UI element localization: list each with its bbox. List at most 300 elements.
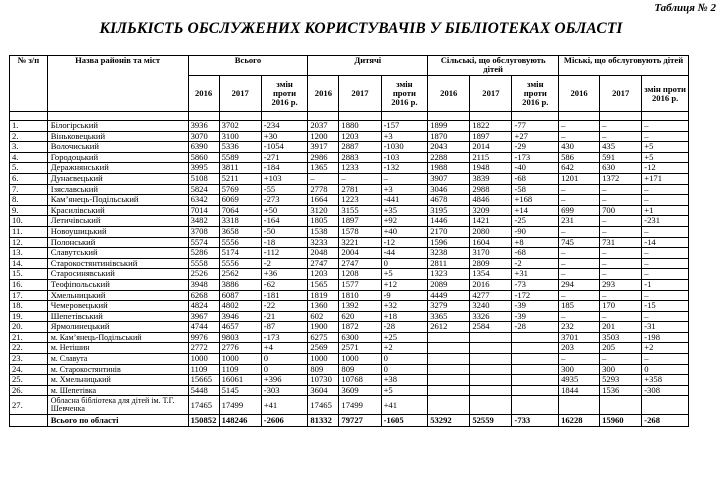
- value-cell: 231: [559, 216, 600, 227]
- value-cell: 1577: [339, 279, 381, 290]
- total-value-cell: 15960: [600, 415, 642, 427]
- value-cell: [428, 364, 470, 375]
- value-cell: 201: [600, 322, 642, 333]
- value-cell: -18: [261, 237, 308, 248]
- value-cell: 3886: [219, 279, 261, 290]
- value-cell: [428, 385, 470, 396]
- value-cell: -55: [261, 184, 308, 195]
- value-cell: +41: [381, 396, 428, 415]
- value-cell: -198: [642, 332, 689, 343]
- value-cell: 9976: [188, 332, 219, 343]
- total-value-cell: -1605: [381, 415, 428, 427]
- value-cell: 3482: [188, 216, 219, 227]
- district-name: Городоцький: [47, 152, 188, 163]
- value-cell: 1372: [600, 173, 642, 184]
- value-cell: 1203: [339, 131, 381, 142]
- value-cell: 586: [559, 152, 600, 163]
- row-number: 1.: [10, 121, 48, 132]
- value-cell: -68: [512, 248, 559, 259]
- value-cell: +50: [261, 205, 308, 216]
- header-change: змін проти 2016 р.: [261, 76, 308, 112]
- value-cell: –: [559, 311, 600, 322]
- row-number: 6.: [10, 173, 48, 184]
- total-num-cell: [10, 415, 48, 427]
- value-cell: 731: [600, 237, 642, 248]
- value-cell: 5589: [219, 152, 261, 163]
- value-cell: -1030: [381, 142, 428, 153]
- value-cell: +358: [642, 375, 689, 386]
- value-cell: 1805: [308, 216, 339, 227]
- value-cell: -90: [512, 226, 559, 237]
- value-cell: 3100: [219, 131, 261, 142]
- value-cell: 2811: [428, 258, 470, 269]
- value-cell: 1897: [470, 131, 512, 142]
- value-cell: +5: [642, 152, 689, 163]
- value-cell: 2526: [188, 269, 219, 280]
- value-cell: [428, 375, 470, 386]
- row-number: 20.: [10, 322, 48, 333]
- value-cell: –: [600, 269, 642, 280]
- value-cell: 5556: [219, 237, 261, 248]
- value-cell: 7064: [219, 205, 261, 216]
- value-cell: 2584: [470, 322, 512, 333]
- value-cell: 2772: [188, 343, 219, 354]
- value-cell: 809: [339, 364, 381, 375]
- value-cell: 1844: [559, 385, 600, 396]
- value-cell: –: [559, 226, 600, 237]
- value-cell: 3967: [188, 311, 219, 322]
- value-cell: [470, 396, 512, 415]
- header-year-2017: 2017: [600, 76, 642, 112]
- value-cell: –: [642, 290, 689, 301]
- header-group-children: Дитячі: [308, 56, 428, 76]
- value-cell: –: [381, 173, 428, 184]
- value-cell: +14: [512, 205, 559, 216]
- value-cell: 3365: [428, 311, 470, 322]
- value-cell: –: [559, 269, 600, 280]
- value-cell: -103: [381, 152, 428, 163]
- value-cell: -1: [642, 279, 689, 290]
- value-cell: 1421: [470, 216, 512, 227]
- value-cell: 2883: [339, 152, 381, 163]
- value-cell: +171: [642, 173, 689, 184]
- value-cell: 17465: [308, 396, 339, 415]
- value-cell: [512, 343, 559, 354]
- value-cell: –: [600, 121, 642, 132]
- value-cell: 1596: [428, 237, 470, 248]
- row-number: 3.: [10, 142, 48, 153]
- value-cell: +396: [261, 375, 308, 386]
- value-cell: 2170: [428, 226, 470, 237]
- value-cell: 15665: [188, 375, 219, 386]
- total-value-cell: 16228: [559, 415, 600, 427]
- value-cell: 1354: [470, 269, 512, 280]
- value-cell: -15: [642, 301, 689, 312]
- value-cell: -303: [261, 385, 308, 396]
- value-cell: 232: [559, 322, 600, 333]
- value-cell: –: [559, 131, 600, 142]
- users-table: [9, 55, 689, 427]
- value-cell: 435: [600, 142, 642, 153]
- district-name: Славутський: [47, 248, 188, 259]
- value-cell: 5824: [188, 184, 219, 195]
- value-cell: -12: [381, 237, 428, 248]
- value-cell: 6390: [188, 142, 219, 153]
- value-cell: 3995: [188, 163, 219, 174]
- header-change: змін проти 2016 р.: [642, 76, 689, 112]
- value-cell: 4657: [219, 322, 261, 333]
- header-year-2017: 2017: [339, 76, 381, 112]
- value-cell: 1000: [308, 354, 339, 365]
- value-cell: 3279: [428, 301, 470, 312]
- value-cell: 1870: [428, 131, 470, 142]
- value-cell: 1822: [470, 121, 512, 132]
- value-cell: [470, 343, 512, 354]
- row-number: 12.: [10, 237, 48, 248]
- value-cell: [512, 385, 559, 396]
- value-cell: -173: [512, 152, 559, 163]
- value-cell: -14: [642, 237, 689, 248]
- total-value-cell: -2606: [261, 415, 308, 427]
- value-cell: -28: [381, 322, 428, 333]
- total-value-cell: -268: [642, 415, 689, 427]
- value-cell: 745: [559, 237, 600, 248]
- value-cell: 1203: [308, 269, 339, 280]
- value-cell: 591: [600, 152, 642, 163]
- district-name: Білогірський: [47, 121, 188, 132]
- value-cell: 2747: [339, 258, 381, 269]
- value-cell: [428, 332, 470, 343]
- value-cell: 5108: [188, 173, 219, 184]
- value-cell: 4935: [559, 375, 600, 386]
- table-row: [10, 173, 689, 184]
- value-cell: 0: [381, 364, 428, 375]
- value-cell: [470, 354, 512, 365]
- value-cell: 0: [381, 354, 428, 365]
- value-cell: 5769: [219, 184, 261, 195]
- district-name: Старокостянтинівський: [47, 258, 188, 269]
- value-cell: [428, 343, 470, 354]
- header-group-rural: Сільські, що обслуговують дітей: [428, 56, 559, 76]
- district-name: Чемеровецький: [47, 301, 188, 312]
- value-cell: 1365: [308, 163, 339, 174]
- table-number: Таблиця № 2: [654, 2, 716, 14]
- value-cell: 3708: [188, 226, 219, 237]
- header-year-2017: 2017: [219, 76, 261, 112]
- value-cell: 3609: [339, 385, 381, 396]
- total-value-cell: -733: [512, 415, 559, 427]
- value-cell: 1578: [339, 226, 381, 237]
- value-cell: -164: [261, 216, 308, 227]
- value-cell: 4846: [470, 195, 512, 206]
- value-cell: -441: [381, 195, 428, 206]
- value-cell: 3917: [308, 142, 339, 153]
- value-cell: –: [600, 131, 642, 142]
- value-cell: 205: [600, 343, 642, 354]
- value-cell: –: [642, 311, 689, 322]
- value-cell: +30: [261, 131, 308, 142]
- district-name: Деражнянський: [47, 163, 188, 174]
- value-cell: [470, 375, 512, 386]
- value-cell: 1536: [600, 385, 642, 396]
- value-cell: 0: [261, 354, 308, 365]
- district-name: Кам’янець-Подільський: [47, 195, 188, 206]
- value-cell: 3701: [559, 332, 600, 343]
- value-cell: 2080: [470, 226, 512, 237]
- value-cell: 1109: [219, 364, 261, 375]
- value-cell: [428, 354, 470, 365]
- value-cell: +2: [642, 343, 689, 354]
- value-cell: 1948: [470, 163, 512, 174]
- header-change: змін проти 2016 р.: [512, 76, 559, 112]
- value-cell: 3604: [308, 385, 339, 396]
- value-cell: 2988: [470, 184, 512, 195]
- table-row: [10, 343, 689, 354]
- value-cell: +3: [381, 184, 428, 195]
- value-cell: -157: [381, 121, 428, 132]
- row-number: 14.: [10, 258, 48, 269]
- value-cell: 0: [381, 258, 428, 269]
- value-cell: –: [600, 216, 642, 227]
- row-number: 18.: [10, 301, 48, 312]
- value-cell: +36: [261, 269, 308, 280]
- value-cell: +5: [381, 385, 428, 396]
- row-number: 24.: [10, 364, 48, 375]
- value-cell: -29: [512, 142, 559, 153]
- value-cell: 6300: [339, 332, 381, 343]
- value-cell: -77: [512, 121, 559, 132]
- value-cell: 630: [600, 163, 642, 174]
- value-cell: -31: [642, 322, 689, 333]
- value-cell: 700: [600, 205, 642, 216]
- value-cell: 0: [642, 364, 689, 375]
- value-cell: –: [600, 354, 642, 365]
- value-cell: -87: [261, 322, 308, 333]
- value-cell: –: [339, 173, 381, 184]
- table-row: [10, 152, 689, 163]
- value-cell: 2115: [470, 152, 512, 163]
- value-cell: -28: [512, 322, 559, 333]
- value-cell: 2562: [219, 269, 261, 280]
- value-cell: 1233: [339, 163, 381, 174]
- value-cell: -9: [381, 290, 428, 301]
- value-cell: 6268: [188, 290, 219, 301]
- table-row: [10, 396, 689, 415]
- value-cell: –: [642, 184, 689, 195]
- value-cell: 5174: [219, 248, 261, 259]
- value-cell: 2781: [339, 184, 381, 195]
- value-cell: +38: [381, 375, 428, 386]
- value-cell: –: [559, 290, 600, 301]
- row-number: 11.: [10, 226, 48, 237]
- value-cell: 2016: [470, 279, 512, 290]
- value-cell: –: [600, 184, 642, 195]
- value-cell: 2569: [308, 343, 339, 354]
- value-cell: 809: [308, 364, 339, 375]
- header-year-2016: 2016: [559, 76, 600, 112]
- value-cell: 1200: [308, 131, 339, 142]
- value-cell: +40: [381, 226, 428, 237]
- table-row: [10, 248, 689, 259]
- value-cell: -308: [642, 385, 689, 396]
- value-cell: 3839: [470, 173, 512, 184]
- value-cell: 620: [339, 311, 381, 322]
- value-cell: [512, 332, 559, 343]
- value-cell: –: [559, 121, 600, 132]
- total-value-cell: 81332: [308, 415, 339, 427]
- header-group-urban: Міські, що обслуговують дітей: [559, 56, 689, 76]
- table-row: [10, 364, 689, 375]
- row-number: 7.: [10, 184, 48, 195]
- table-row: [10, 131, 689, 142]
- row-number: 8.: [10, 195, 48, 206]
- value-cell: +25: [381, 332, 428, 343]
- district-name: Ярмолинецький: [47, 322, 188, 333]
- value-cell: 5448: [188, 385, 219, 396]
- value-cell: 2004: [339, 248, 381, 259]
- value-cell: 3209: [470, 205, 512, 216]
- value-cell: 2037: [308, 121, 339, 132]
- value-cell: 1664: [308, 195, 339, 206]
- value-cell: 3238: [428, 248, 470, 259]
- value-cell: -25: [512, 216, 559, 227]
- value-cell: 2809: [470, 258, 512, 269]
- district-name: Красилівський: [47, 205, 188, 216]
- value-cell: –: [559, 184, 600, 195]
- value-cell: 10730: [308, 375, 339, 386]
- value-cell: 2747: [308, 258, 339, 269]
- value-cell: 5293: [600, 375, 642, 386]
- value-cell: 1223: [339, 195, 381, 206]
- value-cell: 1323: [428, 269, 470, 280]
- value-cell: -62: [261, 279, 308, 290]
- value-cell: [512, 354, 559, 365]
- row-number: 23.: [10, 354, 48, 365]
- value-cell: -21: [261, 311, 308, 322]
- value-cell: 5211: [219, 173, 261, 184]
- value-cell: 3702: [219, 121, 261, 132]
- value-cell: -58: [512, 184, 559, 195]
- value-cell: -40: [512, 163, 559, 174]
- district-name: Теофіпольський: [47, 279, 188, 290]
- value-cell: +32: [381, 301, 428, 312]
- value-cell: 3120: [308, 205, 339, 216]
- value-cell: 2776: [219, 343, 261, 354]
- header-year-2016: 2016: [308, 76, 339, 112]
- value-cell: 5145: [219, 385, 261, 396]
- value-cell: [512, 375, 559, 386]
- value-cell: 170: [600, 301, 642, 312]
- value-cell: -39: [512, 311, 559, 322]
- table-row: [10, 322, 689, 333]
- value-cell: 1810: [339, 290, 381, 301]
- value-cell: 2043: [428, 142, 470, 153]
- value-cell: 5556: [219, 258, 261, 269]
- value-cell: -184: [261, 163, 308, 174]
- value-cell: 1208: [339, 269, 381, 280]
- value-cell: –: [600, 195, 642, 206]
- value-cell: –: [642, 195, 689, 206]
- row-number: 9.: [10, 205, 48, 216]
- value-cell: –: [642, 269, 689, 280]
- value-cell: 2887: [339, 142, 381, 153]
- value-cell: 2571: [339, 343, 381, 354]
- value-cell: +168: [512, 195, 559, 206]
- value-cell: 1201: [559, 173, 600, 184]
- value-cell: –: [559, 195, 600, 206]
- row-number: 2.: [10, 131, 48, 142]
- value-cell: –: [642, 258, 689, 269]
- value-cell: 2014: [470, 142, 512, 153]
- value-cell: [470, 385, 512, 396]
- value-cell: 3240: [470, 301, 512, 312]
- value-cell: 1899: [428, 121, 470, 132]
- value-cell: -132: [381, 163, 428, 174]
- value-cell: +5: [381, 269, 428, 280]
- value-cell: 3170: [470, 248, 512, 259]
- district-name: м. Шепетівка: [47, 385, 188, 396]
- value-cell: 1000: [339, 354, 381, 365]
- value-cell: [642, 396, 689, 415]
- value-cell: [512, 396, 559, 415]
- value-cell: 2778: [308, 184, 339, 195]
- table-row: [10, 184, 689, 195]
- table-row: [10, 142, 689, 153]
- value-cell: 5860: [188, 152, 219, 163]
- value-cell: [600, 396, 642, 415]
- value-cell: -22: [261, 301, 308, 312]
- value-cell: -234: [261, 121, 308, 132]
- value-cell: +8: [512, 237, 559, 248]
- value-cell: +92: [381, 216, 428, 227]
- row-number: 17.: [10, 290, 48, 301]
- district-name: Старосинявський: [47, 269, 188, 280]
- value-cell: +35: [381, 205, 428, 216]
- value-cell: 2986: [308, 152, 339, 163]
- row-number: 27.: [10, 396, 48, 415]
- value-cell: 1900: [308, 322, 339, 333]
- total-value-cell: 150852: [188, 415, 219, 427]
- value-cell: 6342: [188, 195, 219, 206]
- district-name: м. Славута: [47, 354, 188, 365]
- value-cell: 3318: [219, 216, 261, 227]
- value-cell: -68: [512, 173, 559, 184]
- value-cell: [428, 396, 470, 415]
- value-cell: –: [600, 290, 642, 301]
- value-cell: 1392: [339, 301, 381, 312]
- value-cell: 3070: [188, 131, 219, 142]
- table-row: [10, 205, 689, 216]
- row-number: 19.: [10, 311, 48, 322]
- header-year-2017: 2017: [470, 76, 512, 112]
- value-cell: 6069: [219, 195, 261, 206]
- value-cell: –: [642, 121, 689, 132]
- value-cell: +3: [381, 131, 428, 142]
- value-cell: [512, 364, 559, 375]
- value-cell: +1: [642, 205, 689, 216]
- value-cell: +18: [381, 311, 428, 322]
- district-name: м. Кам’янець-Подільський: [47, 332, 188, 343]
- table-row: [10, 311, 689, 322]
- value-cell: +103: [261, 173, 308, 184]
- total-row: [10, 415, 689, 427]
- header-year-2016: 2016: [428, 76, 470, 112]
- district-name: Шепетівський: [47, 311, 188, 322]
- value-cell: 300: [600, 364, 642, 375]
- value-cell: -12: [642, 163, 689, 174]
- value-cell: +41: [261, 396, 308, 415]
- value-cell: 16061: [219, 375, 261, 386]
